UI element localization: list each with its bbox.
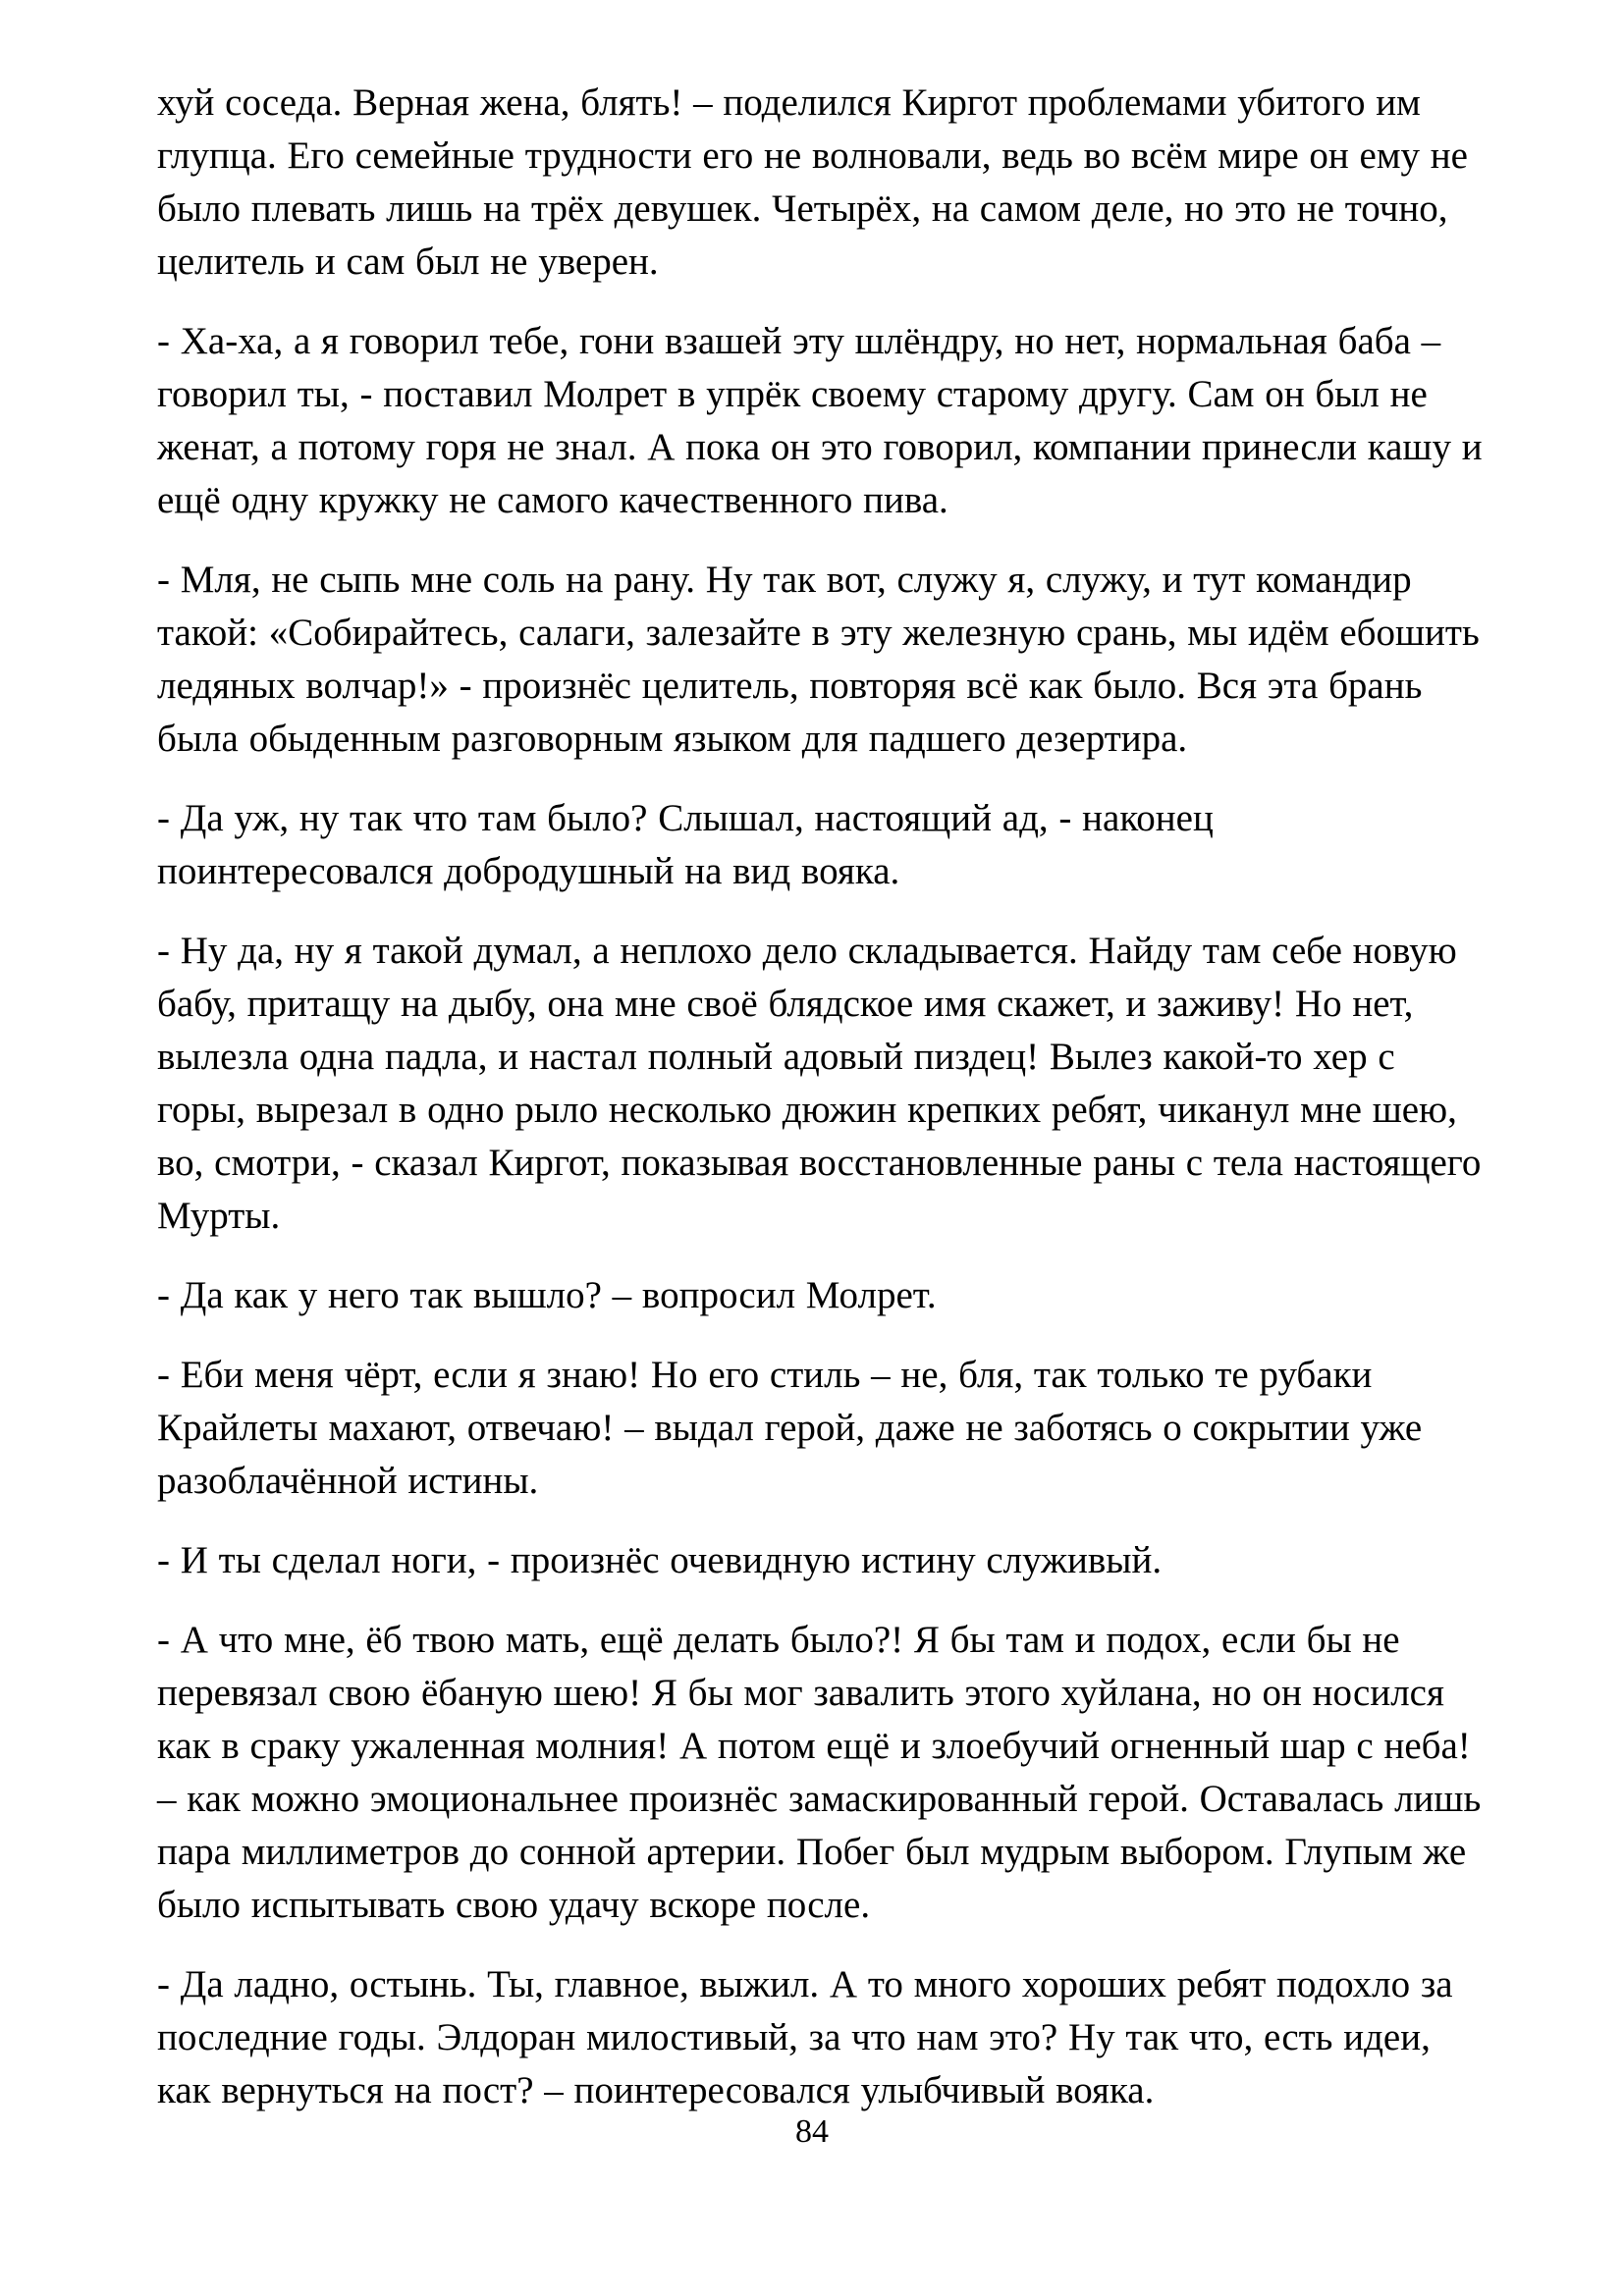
paragraph: - А что мне, ёб твою мать, ещё делать было?! Я бы там и подох, если бы не перевязал свою ёбаную шею! Я бы мог завалить этого хуйлана, но он носился как в сраку ужаленная молния! А потом ещё и злоебучий огненный шар с неба! – как можно эмоциональнее произнёс замаскированный герой. Оставалась лишь пара миллиметров до сонной артерии. Побег был мудрым выбором. Глупым же было испытывать свою удачу вскоре после. <box>157 1619 1482 1926</box>
paragraph: - Ну да, ну я такой думал, а неплохо дело складывается. Найду там себе новую бабу, притащу на дыбу, она мне своё блядское имя скажет, и заживу! Но нет, вылезла одна падла, и настал полный адовый пиздец! Вылез какой-то хер с горы, вырезал в одно рыло несколько дюжин крепких ребят, чиканул мне шею, во, смотри, - сказал Киргот, показывая восстановленные раны с тела настоящего Мурты. <box>157 930 1482 1237</box>
paragraph: - Да ладно, остынь. Ты, главное, выжил. А то много хороших ребят подохло за последние годы. Элдоран милостивый, за что нам это? Ну так что, есть идеи, как вернуться на пост? – поинтересовался улыбчивый вояка. <box>157 1963 1453 2111</box>
paragraph: - И ты сделал ноги, - произнёс очевидную истину служивый. <box>157 1539 1163 1581</box>
page-number: 84 <box>795 2113 829 2150</box>
paragraph: - Еби меня чёрт, если я знаю! Но его стиль – не, бля, так только те рубаки Крайлеты махают, отвечаю! – выдал герой, даже не заботясь о сокрытии уже разоблачённой истины. <box>157 1354 1423 1502</box>
paragraph: хуй соседа. Верная жена, блять! – поделился Киргот проблемами убитого им глупца. Его семейные трудности его не волновали, ведь во всём мире он ему не было плевать лишь на трёх девушек. Четырёх, на самом деле, но это не точно, целитель и сам был не уверен. <box>157 81 1468 283</box>
paragraph: - Да как у него так вышло? – вопросил Молрет. <box>157 1274 937 1316</box>
paragraph: - Да уж, ну так что там было? Слышал, настоящий ад, - наконец поинтересовался добродушный на вид вояка. <box>157 797 1214 892</box>
paragraph: - Мля, не сыпь мне соль на рану. Ну так вот, служу я, служу, и тут командир такой: «Собирайтесь, салаги, залезайте в эту железную срань, мы идём ебошить ледяных волчар!» - произнёс целитель, повторяя всё как было. Вся эта брань была обыденным разговорным языком для падшего дезертира. <box>157 559 1480 760</box>
text-block <box>157 77 1492 2144</box>
paragraph: - Ха-ха, а я говорил тебе, гони взашей эту шлёндру, но нет, нормальная баба – говорил ты, - поставил Молрет в упрёк своему старому другу. Сам он был не женат, а потому горя не знал. А пока он это говорил, компании принесли кашу и ещё одну кружку не самого качественного пива. <box>157 320 1483 521</box>
